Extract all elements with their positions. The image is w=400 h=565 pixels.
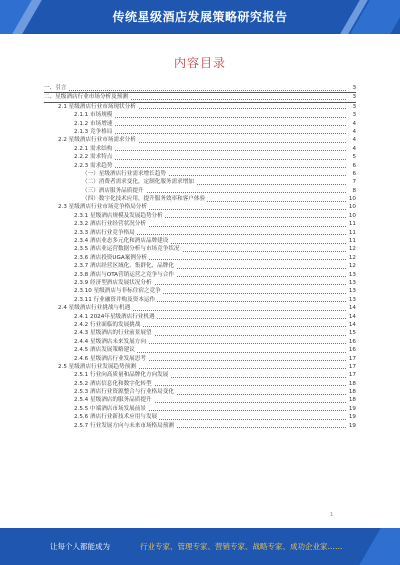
toc-leader-dots [74, 167, 346, 168]
toc-entry-page: 6 [352, 170, 356, 177]
toc-entry-label: 2.2.3 需求趋势 [74, 162, 113, 169]
toc-entry[interactable] [44, 170, 356, 178]
toc-entry[interactable] [44, 212, 356, 220]
toc-entry[interactable] [44, 380, 356, 388]
toc-entry[interactable] [44, 229, 356, 237]
toc-entry[interactable] [44, 93, 356, 102]
toc-entry[interactable] [44, 313, 356, 321]
toc-leader-dots [74, 117, 346, 118]
toc-entry-page: 13 [348, 296, 356, 303]
toc-entry-page: 3 [352, 103, 356, 110]
toc-entry-label: 2.3.8 酒店与OTA营销运营之竞争与合作 [74, 271, 174, 278]
toc-entry-label: （四）数字化技术应用，提升服务效率和客户体验 [82, 196, 206, 203]
toc-entry[interactable] [44, 195, 356, 203]
toc-entry[interactable] [44, 128, 356, 136]
toc-entry-label: 2.2.1 需求结构 [74, 145, 113, 152]
toc-entry[interactable] [44, 338, 356, 346]
toc-entry-label: 2.5.7 行业发展方向与未来市场格局预测 [74, 422, 174, 429]
toc-entry-page: 18 [348, 380, 356, 387]
toc-entry-label: 2.3.11 行业融资并购及资本运作 [74, 296, 156, 303]
footer-slogan-right: 行业专家、管理专家、营销专家、战略专家、成功企业家…… [140, 542, 343, 551]
toc-entry-label: 2.1.1 市场规模 [74, 112, 113, 119]
toc-entry-page: 14 [348, 321, 356, 328]
toc-entry[interactable] [44, 187, 356, 195]
toc-entry-page: 18 [348, 389, 356, 396]
toc-entry-label: 2.2.2 需求特点 [74, 154, 113, 161]
toc-entry-label: 2.4.6 星级酒店行业发展思考 [74, 355, 146, 362]
toc-entry[interactable] [44, 296, 356, 304]
toc-entry-page: 13 [348, 271, 356, 278]
toc-entry-page: 5 [352, 154, 356, 161]
toc-entry[interactable] [44, 287, 356, 295]
footer-slogan-left: 让每个人都能成为 [50, 542, 110, 551]
toc-entry[interactable] [44, 254, 356, 262]
toc-leader-dots [74, 133, 346, 134]
toc-entry[interactable] [44, 162, 356, 170]
toc-entry[interactable] [44, 371, 356, 379]
toc-entry-label: 2.3.9 经济型酒店发展状况分析 [74, 279, 152, 286]
toc-entry-label: 2.3.10 星级酒店与非标住宿之竞争 [74, 288, 161, 295]
toc-entry-page: 3 [352, 85, 356, 91]
report-title: 传统星级酒店发展策略研究报告 [112, 10, 288, 24]
toc-entry-page: 19 [348, 422, 356, 429]
toc-entry-label: 2.3.1 星级酒店规模及发展趋势分析 [74, 212, 163, 219]
toc-entry-page: 4 [352, 145, 356, 152]
toc-entry-label: 2.4.1 2024年星级酒店行业机遇 [74, 313, 155, 320]
toc-entry[interactable] [44, 363, 356, 371]
toc-entry[interactable] [44, 203, 356, 211]
toc-entry[interactable] [44, 145, 356, 153]
toc-entry[interactable] [44, 388, 356, 396]
toc-entry[interactable] [44, 103, 356, 111]
toc-entry-label: 2.3.4 酒店业态多元化和酒店品牌建设 [74, 238, 169, 245]
toc-entry-page: 8 [352, 187, 356, 194]
toc-entry-label: 2.3 星级酒店行业市场竞争格局分析 [58, 204, 147, 211]
toc-entry-page: 10 [348, 196, 356, 203]
toc-entry[interactable] [44, 153, 356, 161]
toc-entry[interactable] [44, 136, 356, 144]
toc-entry-label: 2.2 星级酒店行业市场需求分析 [58, 137, 136, 144]
toc-entry[interactable] [44, 111, 356, 119]
toc-entry-page: 14 [348, 313, 356, 320]
toc-entry-label: 2.3.6 酒店投资UGA案例分析 [74, 254, 148, 261]
toc-entry[interactable] [44, 220, 356, 228]
toc-entry-label: 2.5.5 中端酒店市场发展前景 [74, 405, 146, 412]
toc-entry-label: 2.5.4 星级酒店的服务品质提升 [74, 397, 152, 404]
toc-entry-page: 17 [348, 363, 356, 370]
toc-entry-page: 3 [352, 94, 356, 101]
toc-entry-label: 2.5 星级酒店行业发展趋势预测 [58, 363, 136, 370]
toc-entry-page: 7 [352, 179, 356, 186]
toc-entry-page: 10 [348, 204, 356, 211]
toc-entry-page: 13 [348, 279, 356, 286]
toc-entry-label: 2.4.3 星级酒店的行业前景展望 [74, 330, 152, 337]
toc-entry-label: 2.3.7 酒店经营区域化、集群化、品牌化 [74, 263, 174, 270]
toc-entry-page: 16 [348, 338, 356, 345]
toc-entry-label: 2.1.2 市场增速 [74, 120, 113, 127]
toc-entry-page: 16 [348, 347, 356, 354]
toc-entry[interactable] [44, 262, 356, 270]
toc-entry-label: 2.3.2 酒店行业经营状况分析 [74, 221, 146, 228]
toc-entry-label: （一）星级酒店行业需求增长趋势 [82, 170, 166, 177]
toc-entry-page: 12 [348, 263, 356, 270]
toc-entry[interactable] [44, 396, 356, 404]
page-number: 1 [330, 512, 334, 518]
toc-entry-page: 6 [352, 162, 356, 169]
toc-entry-page: 4 [352, 120, 356, 127]
toc-entry-page: 15 [348, 330, 356, 337]
toc-leader-dots [44, 90, 346, 91]
toc-entry-page: 12 [348, 246, 356, 253]
toc-entry[interactable] [44, 271, 356, 279]
toc-entry[interactable] [44, 413, 356, 421]
toc-entry-label: 2.3.5 酒店业运营数据分析与市场竞争状况 [74, 246, 180, 253]
toc-entry-page: 17 [348, 372, 356, 379]
toc-entry-page: 12 [348, 254, 356, 261]
toc-entry-page: 4 [352, 137, 356, 144]
toc-entry-label: 2.5.6 酒店行业新技术应用与发展 [74, 414, 158, 421]
toc-heading: 内容目录 [173, 56, 226, 70]
toc-entry-label: （二）消费者需求变化，定制化服务需求增加 [82, 179, 194, 186]
toc-entry-label: 2.1 星级酒店行业市场现状分析 [58, 103, 136, 110]
toc-entry[interactable] [44, 84, 356, 93]
toc-entry[interactable] [44, 329, 356, 337]
toc-entry[interactable] [44, 346, 356, 354]
top-banner [0, 0, 400, 34]
toc-entry-label: 2.1.3 竞争格局 [74, 128, 113, 135]
toc-entry-label: 2.5.2 酒店信息化和数字化转型 [74, 380, 152, 387]
toc-entry-label: 2.4 星级酒店行业挑战与机遇 [58, 305, 131, 312]
toc-entry-page: 18 [348, 397, 356, 404]
toc-entry[interactable] [44, 304, 356, 312]
toc-entry-page: 11 [348, 229, 356, 236]
toc-entry[interactable] [44, 120, 356, 128]
toc-entry-page: 3 [352, 112, 356, 119]
toc-entry-label: 2.3.3 酒店行业竞争格局 [74, 229, 135, 236]
toc-entry[interactable] [44, 245, 356, 253]
toc-entry-label: 2.4.2 行业面临的发展挑战 [74, 321, 141, 328]
toc-entry-page: 11 [348, 221, 356, 228]
toc-entry-page: 4 [352, 128, 356, 135]
toc-leader-dots [74, 159, 346, 160]
toc-entry[interactable] [44, 279, 356, 287]
table-of-contents [44, 84, 356, 430]
toc-entry-page: 17 [348, 355, 356, 362]
toc-entry-page: 10 [348, 212, 356, 219]
toc-entry[interactable] [44, 321, 356, 329]
toc-entry-page: 13 [348, 288, 356, 295]
toc-entry-label: （三）酒店服务品质提升 [82, 187, 144, 194]
toc-entry[interactable] [44, 422, 356, 430]
toc-entry-label: 二、星级酒店行业市场分析及预测 [44, 94, 128, 101]
toc-entry-page: 11 [348, 238, 356, 245]
toc-entry-page: 19 [348, 405, 356, 412]
toc-entry-label: 2.5.3 酒店行业资源整合与行业格局变化 [74, 389, 174, 396]
toc-entry[interactable] [44, 178, 356, 186]
footer-banner [0, 528, 400, 565]
toc-entry-label: 2.4.5 酒店发展策略建议 [74, 347, 135, 354]
toc-entry[interactable] [44, 405, 356, 413]
toc-entry[interactable] [44, 355, 356, 363]
toc-entry-page: 14 [348, 305, 356, 312]
toc-entry-page: 19 [348, 414, 356, 421]
toc-entry-label: 2.5.1 行业向高质量和品牌化方向发展 [74, 372, 169, 379]
toc-leader-dots [74, 150, 346, 151]
toc-entry[interactable] [44, 237, 356, 245]
toc-leader-dots [74, 125, 346, 126]
toc-entry-label: 一、引言 [44, 85, 67, 91]
toc-entry-label: 2.4.4 星级酒店未来发展方向 [74, 338, 146, 345]
